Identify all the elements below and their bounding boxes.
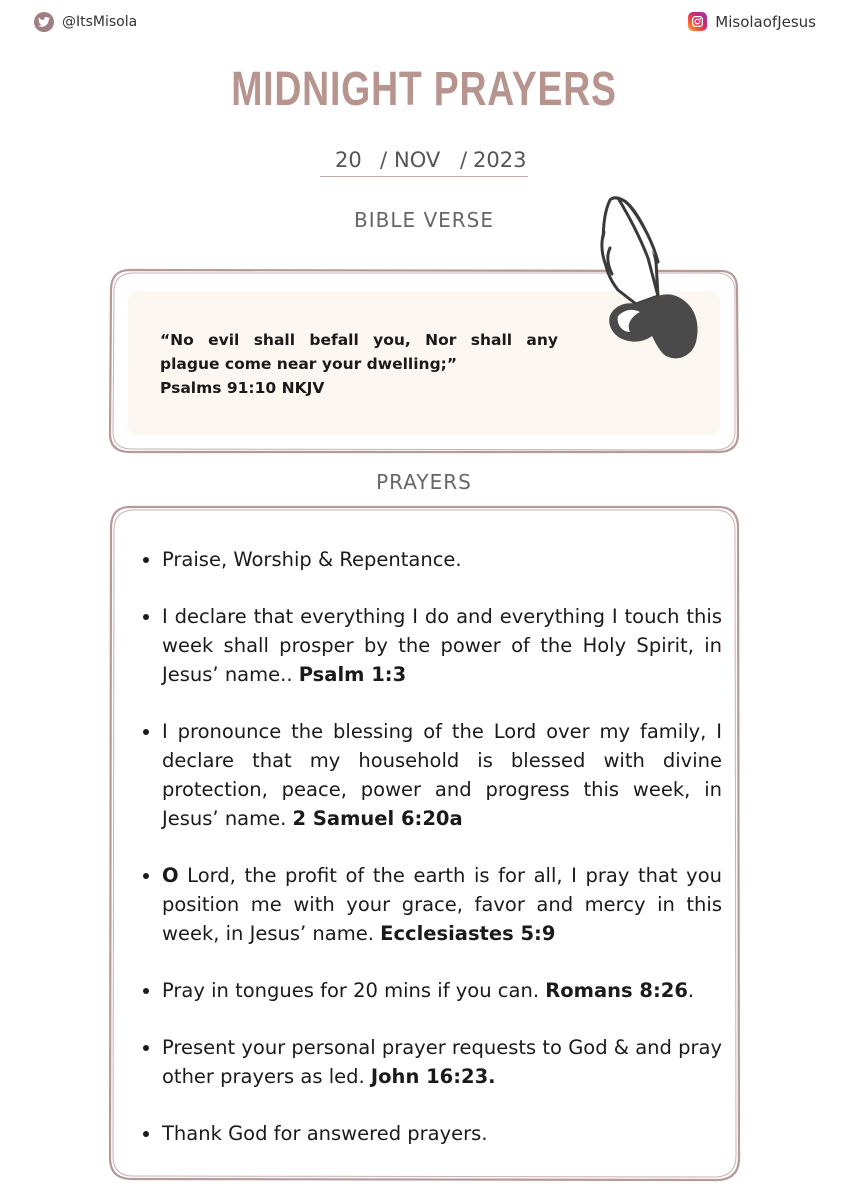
- prayer-list: [162, 545, 722, 1176]
- twitter-handle-row[interactable]: [34, 12, 137, 32]
- scripture-reference: Romans 8:26: [545, 979, 688, 1002]
- bible-verse-heading: BIBLE VERSE: [353, 208, 495, 232]
- bible-verse-quote: “No evil shall befall you, Nor shall any plague come near your dwelling;”: [160, 331, 558, 373]
- page-title: MIDNIGHT PRAYERS: [231, 63, 617, 116]
- date-separator: /: [380, 148, 388, 172]
- instagram-handle: MisolaofJesus: [715, 12, 816, 31]
- prayer-item: I declare that everything I do and everything I touch this week shall prosper by the power of the Holy Spirit, in Jesus’ name.. Psalm 1:3: [162, 602, 722, 689]
- praying-hands-icon: [596, 192, 708, 364]
- date-line: [320, 146, 528, 177]
- prayer-item: Thank God for answered prayers.: [162, 1119, 722, 1148]
- date-year: 2023: [473, 148, 527, 172]
- twitter-handle: @ItsMisola: [62, 14, 138, 30]
- prayer-item: Pray in tongues for 20 mins if you can. Romans 8:26.: [162, 976, 722, 1005]
- prayers-heading: PRAYERS: [376, 470, 472, 494]
- prayer-item: I pronounce the blessing of the Lord over my family, I declare that my household is blessed with divine protection, peace, power and progress this week, in Jesus’ name. 2 Samuel 6:20a: [162, 717, 722, 833]
- scripture-reference: 2 Samuel 6:20a: [292, 807, 463, 830]
- prayer-item: O Lord, the profit of the earth is for all, I pray that you position me with your grace, favor and mercy in this week, in Jesus’ name. Ecclesiastes 5:9: [162, 861, 722, 948]
- twitter-bird-icon: [34, 12, 54, 32]
- date-day: 20: [335, 148, 362, 172]
- scripture-reference: Psalm 1:3: [298, 663, 407, 686]
- scripture-reference: Ecclesiastes 5:9: [380, 922, 556, 945]
- date-month: NOV: [394, 148, 441, 172]
- bible-verse-text: [160, 328, 558, 400]
- instagram-handle-row[interactable]: [688, 12, 816, 31]
- scripture-reference: John 16:23.: [370, 1065, 496, 1088]
- bible-verse-reference: Psalms 91:10 NKJV: [160, 379, 325, 397]
- date-separator: /: [460, 148, 468, 172]
- prayer-item: Praise, Worship & Repentance.: [162, 545, 722, 574]
- prayer-item: Present your personal prayer requests to God & and pray other prayers as led. John 16:23.: [162, 1033, 722, 1091]
- instagram-icon: [688, 12, 707, 31]
